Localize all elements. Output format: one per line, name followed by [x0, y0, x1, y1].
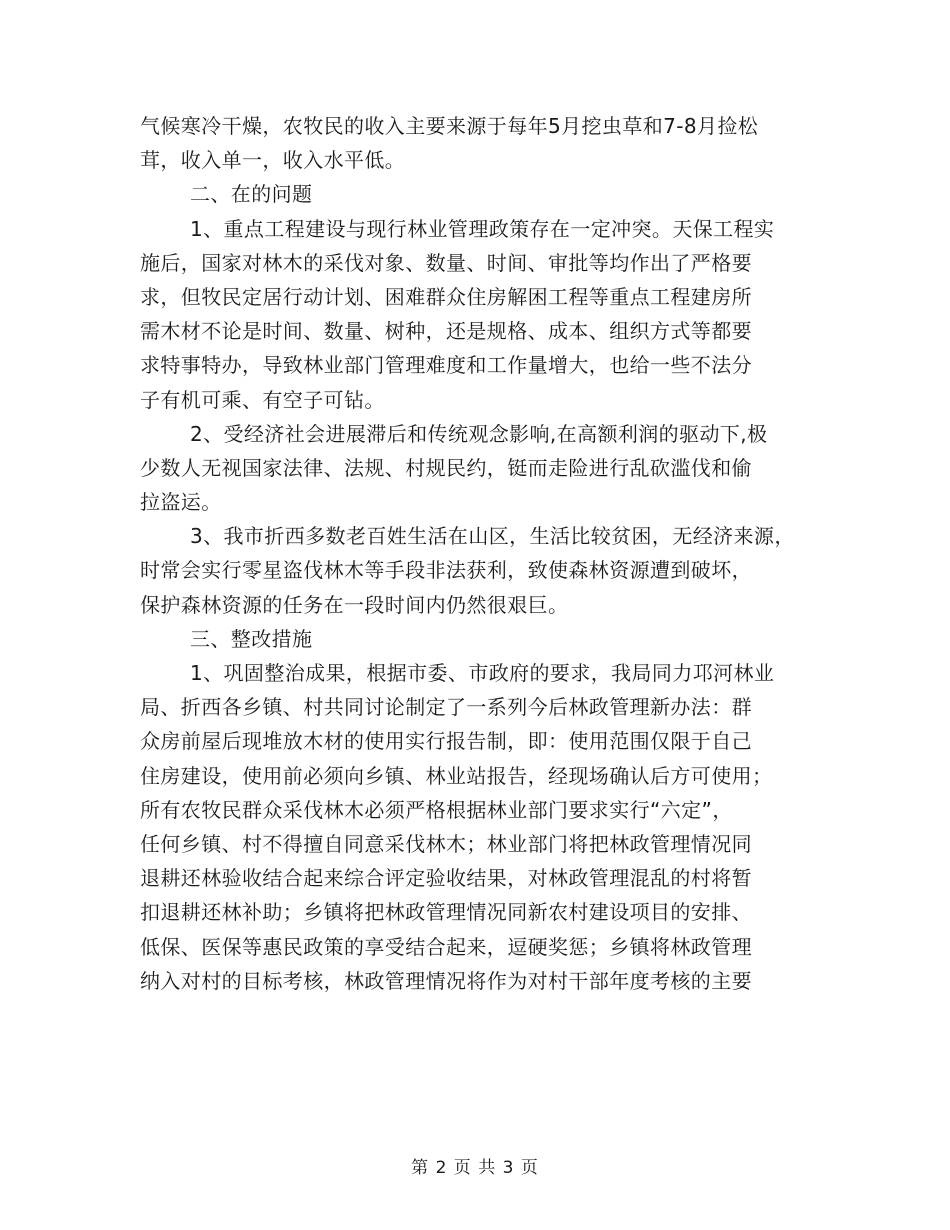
text-line: 时常会实行零星盗伐林木等手段非法获利，致使森林资源遭到破坏，: [140, 558, 752, 583]
text-line: 拉盗运。: [140, 490, 222, 515]
text-line: 三、整改措施: [190, 626, 313, 651]
text-line: 住房建设，使用前必须向乡镇、林业站报告，经现场确认后方可使用；: [140, 763, 773, 788]
text-line: 求，但牧民定居行动计划、困难群众住房解困工程等重点工程建房所: [140, 284, 752, 309]
text-line: 1、巩固整治成果，根据市委、市政府的要求，我局同力邛河林业: [190, 661, 775, 685]
text-line: 1、重点工程建设与现行林业管理政策存在一定冲突。天保工程实: [190, 216, 775, 241]
text-line: 局、折西各乡镇、村共同讨论制定了一系列今后林政管理新办法：群: [140, 695, 752, 720]
text-line: 二、在的问题: [190, 182, 313, 207]
page-footer: 第 2 页 共 3 页: [411, 1158, 539, 1178]
text-line: 茸，收入单一，收入水平低。: [140, 148, 406, 173]
text-line: 低保、医保等惠民政策的享受结合起来，逗硬奖惩；乡镇将林政管理: [140, 934, 752, 959]
text-line: 气候寒冷干燥，农牧民的收入主要来源于每年5月挖虫草和7-8月捡松: [140, 114, 759, 138]
text-line: 2、受经济社会进展滞后和传统观念影响,在高额利润的驱动下,极: [190, 421, 768, 446]
text-line: 纳入对村的目标考核，林政管理情况将作为对村干部年度考核的主要: [140, 968, 752, 993]
text-line: 子有机可乘、有空子可钻。: [140, 387, 385, 412]
text-line: 3、我市折西多数老百姓生活在山区，生活比较贫困，无经济来源，: [190, 524, 795, 549]
text-line: 施后，国家对林木的采伐对象、数量、时间、审批等均作出了严格要: [140, 250, 752, 275]
text-line: 扣退耕还林补助；乡镇将把林政管理情况同新农村建设项目的安排、: [140, 900, 752, 925]
text-line: 保护森林资源的任务在一段时间内仍然很艰巨。: [140, 592, 569, 617]
text-line: 需木材不论是时间、数量、树种，还是规格、成本、组织方式等都要: [140, 319, 752, 344]
document-body: [140, 109, 805, 998]
text-line: 退耕还林验收结合起来综合评定验收结果，对林政管理混乱的村将暂: [140, 866, 752, 891]
text-line: 少数人无视国家法律、法规、村规民约，铤而走险进行乱砍滥伐和偷: [140, 455, 752, 480]
text-line: 众房前屋后现堆放木材的使用实行报告制，即：使用范围仅限于自己: [140, 729, 752, 754]
text-line: 求特事特办，导致林业部门管理难度和工作量增大，也给一些不法分: [140, 353, 752, 378]
text-line: 所有农牧民群众采伐林木必须严格根据林业部门要求实行“六定”，: [140, 797, 733, 822]
text-line: 任何乡镇、村不得擅自同意采伐林木；林业部门将把林政管理情况同: [140, 831, 752, 856]
